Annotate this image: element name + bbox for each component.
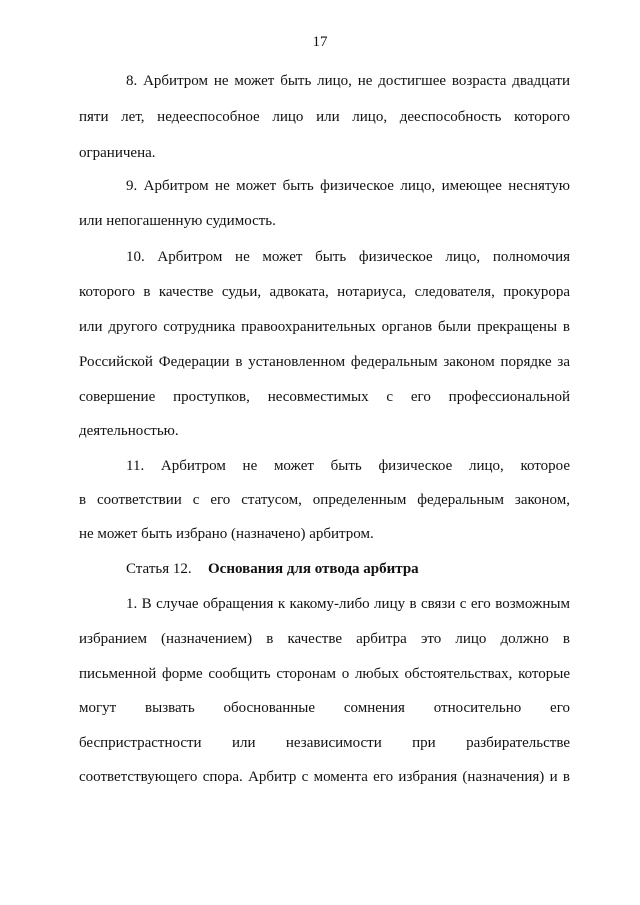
paragraph-11-line-3: не может быть избрано (назначено) арбитром. <box>79 526 374 542</box>
paragraph-11-line-1: 11. Арбитром не может быть физическое лицо, которое <box>126 458 570 474</box>
paragraph-10-line-6: деятельностью. <box>79 423 179 439</box>
paragraph-11-line-2: в соответствии с его статусом, определенным федеральным законом, <box>79 492 570 508</box>
paragraph-9-line-2: или непогашенную судимость. <box>79 213 276 229</box>
article-paragraph-line-3: письменной форме сообщить сторонам о любых обстоятельствах, которые <box>79 666 570 682</box>
article-paragraph-line-6: соответствующего спора. Арбитр с момента его избрания (назначения) и в <box>79 769 570 785</box>
article-paragraph-line-5: беспристрастности или независимости при разбирательстве <box>79 735 570 751</box>
paragraph-8-line-1: 8. Арбитром не может быть лицо, не достигшее возраста двадцати <box>126 73 570 89</box>
paragraph-10-line-3: или другого сотрудника правоохранительных органов были прекращены в <box>79 319 570 335</box>
article-heading <box>126 560 570 578</box>
article-title: Основания для отвода арбитра <box>208 561 419 577</box>
paragraph-10-line-2: которого в качестве судьи, адвоката, нотариуса, следователя, прокурора <box>79 284 570 300</box>
article-paragraph-line-1: 1. В случае обращения к какому-либо лицу в связи с его возможным <box>126 596 570 612</box>
article-number: Статья 12. <box>126 561 192 577</box>
paragraph-10-line-4: Российской Федерации в установленном федеральным законом порядке за <box>79 354 570 370</box>
page-number: 17 <box>312 34 328 50</box>
paragraph-10-line-1: 10. Арбитром не может быть физическое лицо, полномочия <box>126 249 570 265</box>
article-paragraph-line-4: могут вызвать обоснованные сомнения относительно его <box>79 700 570 716</box>
paragraph-8-line-2: пяти лет, недееспособное лицо или лицо, дееспособность которого <box>79 109 570 125</box>
paragraph-10-line-5: совершение проступков, несовместимых с его профессиональной <box>79 389 570 405</box>
paragraph-9-line-1: 9. Арбитром не может быть физическое лицо, имеющее неснятую <box>126 178 570 194</box>
paragraph-8-line-3: ограничена. <box>79 145 156 161</box>
article-paragraph-line-2: избранием (назначением) в качестве арбитра это лицо должно в <box>79 631 570 647</box>
